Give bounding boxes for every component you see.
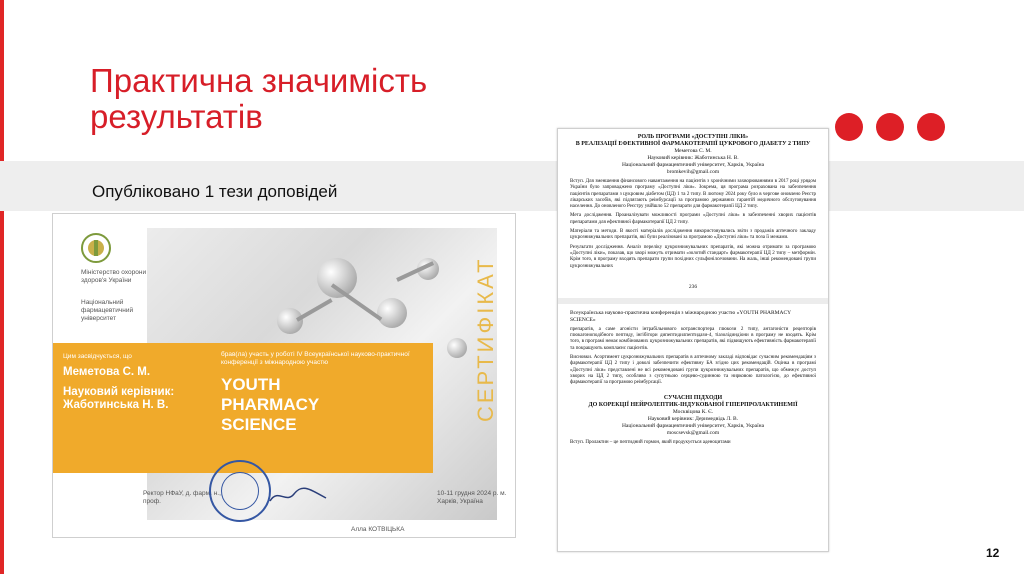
thesis-paper-image xyxy=(557,128,829,552)
supervisor-name: Науковий керівник: Жаботинська Н. В. xyxy=(63,386,175,411)
ministry-name: Міністерство охорони здоров'я України xyxy=(81,269,147,284)
molecule-sphere xyxy=(317,258,357,298)
dot-icon xyxy=(876,113,904,141)
slide-title: Практична значимість результатів xyxy=(90,62,428,135)
molecule-sphere xyxy=(377,298,407,328)
rector-title: Ректор НФаУ, д. фарм. н., проф. xyxy=(143,490,221,505)
next-paper-supervisor: Науковий керівник: Деримедвідь Л. В. xyxy=(647,415,739,422)
paper-intro: Вступ. Для зменшення фінансового навантаження на пацієнтів з хронічними захворюваннями в 2017 році урядом України було запроваджено програму «Доступні ліки». Зокрема, ця програма розрахована на забезпечення пацієнтів препаратами з цукровим діабетом (ЦД) 1 та 2 типу. В лютому 2024 року було в чергове оновлено Реєстр лікарських засобів, які підлягають реімбурсації за програмою державних гарантій медичного обслуговування населення. До оновленого Реєстру увійшло 52 препарати для фармакотерапії ЦД 2 типу. xyxy=(570,179,816,210)
paper-goal: Мета дослідження. Проаналізувати можливості програми «Доступні ліки» в забезпеченні хворих пацієнтів препаратами для ефективної фармакотерапії ЦД 2 типу. xyxy=(570,213,816,225)
paper-affiliation: Національний фармацевтичний університет, Харків, Україна xyxy=(621,162,765,168)
slide-page-number: 12 xyxy=(986,546,1000,560)
stamp-icon xyxy=(209,460,271,522)
next-paper-intro: Вступ. Пролактин – це пептидний гормон, який продукується аденоцитами xyxy=(570,439,731,445)
certificate-date-place: 10-11 грудня 2024 р. м. Харків, Україна xyxy=(437,490,507,505)
paper-title-line2: В РЕАЛІЗАЦІЇ ЕФЕКТИВНОЇ ФАРМАКОТЕРАПІЇ ЦУКРОВОГО ДІАБЕТУ 2 ТИПУ xyxy=(575,141,811,147)
next-paper-title-line1: СУЧАСНІ ПІДХОДИ xyxy=(663,394,723,401)
participation-text: брав(ла) участь у роботі IV Всеукраїнської науково-практичної конференції з міжнародною участю xyxy=(221,351,410,366)
page-divider xyxy=(558,298,828,304)
paper-supervisor: Науковий керівник: Жаботинська Н. В. xyxy=(647,155,739,161)
signatory-name: Алла КОТВІЦЬКА xyxy=(351,526,405,533)
next-paper-title-line2: ДО КОРЕКЦІЇ НЕЙРОЛЕПТИК-ІНДУКОВАНОЇ ГІПЕРПРОЛАКТИНЕМІЇ xyxy=(588,401,798,408)
next-paper-email: moscsevsk@gmail.com xyxy=(666,429,720,436)
decorative-dots xyxy=(835,113,945,141)
stamp-inner-ring xyxy=(221,472,259,510)
paper-title-line1: РОЛЬ ПРОГРАМИ «ДОСТУПНІ ЛІКИ» xyxy=(637,134,749,140)
paper-author: Меметова С. М. xyxy=(674,148,712,154)
paper-email: bromkevih@gmail.com xyxy=(666,169,720,175)
ministry-logo-icon xyxy=(81,230,111,266)
next-paper-affiliation: Національний фармацевтичний університет, Харків, Україна xyxy=(621,422,765,429)
certificate-orange-block xyxy=(53,343,433,473)
dot-icon xyxy=(835,113,863,141)
conference-name-line2: PHARMACY xyxy=(221,395,320,414)
certify-text: Цим засвідчується, що xyxy=(63,353,132,360)
certificate-image xyxy=(52,213,516,538)
molecule-bond xyxy=(331,283,382,321)
next-paper-author: Москвіцова К. Є. xyxy=(672,408,714,415)
left-accent-bar xyxy=(0,0,4,574)
slide-subtitle: Опубліковано 1 тези доповідей xyxy=(92,182,338,201)
paper-results: Результати дослідження. Аналіз переліку цукрознижувальних препаратів, які можна отримати за програмою «Доступні ліки», показав, що хворі можуть отримати «золотий стандарт» фармакотерапії ЦД 2 типу – метформін. Крім того, в програму входять препарати групи похідних сульфонілсечовини. На жаль, інші рекомендовані групи цукрознижувальних xyxy=(570,244,816,269)
molecule-sphere xyxy=(447,338,467,358)
molecule-bond xyxy=(296,298,333,321)
recipient-name: Меметова С. М. xyxy=(63,366,151,378)
paper-methods: Матеріали та методи. В якості матеріалів дослідження використовувались звіти з продажів аптечного закладу цукрознижувальних препаратів, які були реалізовані за програмою «Доступні ліки» та поза її межами. xyxy=(570,229,816,241)
university-name: Національний фармацевтичний університет xyxy=(81,299,134,322)
paper-page-number: 236 xyxy=(688,283,698,290)
conference-name-line1: YOUTH xyxy=(221,375,281,394)
certificate-vertical-word: СЕРТИФІКАТ xyxy=(473,256,498,422)
signature-icon xyxy=(268,486,328,506)
conference-name-line3: SCIENCE xyxy=(221,415,297,434)
paper-conclusions: Висновки. Асортимент цукрознижувальних препаратів в аптечному закладі відповідає сучасним рекомендаціям з фармакотерапії ЦД 2 типу і доволі забезпечити ефективну БА згідно цих рекомендацій. Оцінка в програмі «Доступні ліки» представлені не всі рекомендовані групи цукрознижувальних препаратів, що обмежує доступ хворих на ЦД 2 типу, особливо з супутньою серцево-судинною та нирковою патологією, до ефективної фармакотерапії за програмою реімбурсації. xyxy=(570,355,816,386)
paper-continuation: препаратів, а саме агоністи інтрабільнового котранспортера глюкози 2 типу, антагоністи рецепторів глюкагоноподібного пептиду, інгібітори дипептидилпептидази-4, тіазолідиндіони в програму не входять. Крім того, в програмі немає комбінованих цукрознижувальних препаратів, які підвищують ефективність фармакотерапії та покращують комплаєнс пацієнтів. xyxy=(570,326,816,351)
dot-icon xyxy=(917,113,945,141)
paper-conference-header: Всеукраїнська науково-практична конференція з міжнародною участю «YOUTH PHARMACY SCIENCE» xyxy=(570,309,791,323)
